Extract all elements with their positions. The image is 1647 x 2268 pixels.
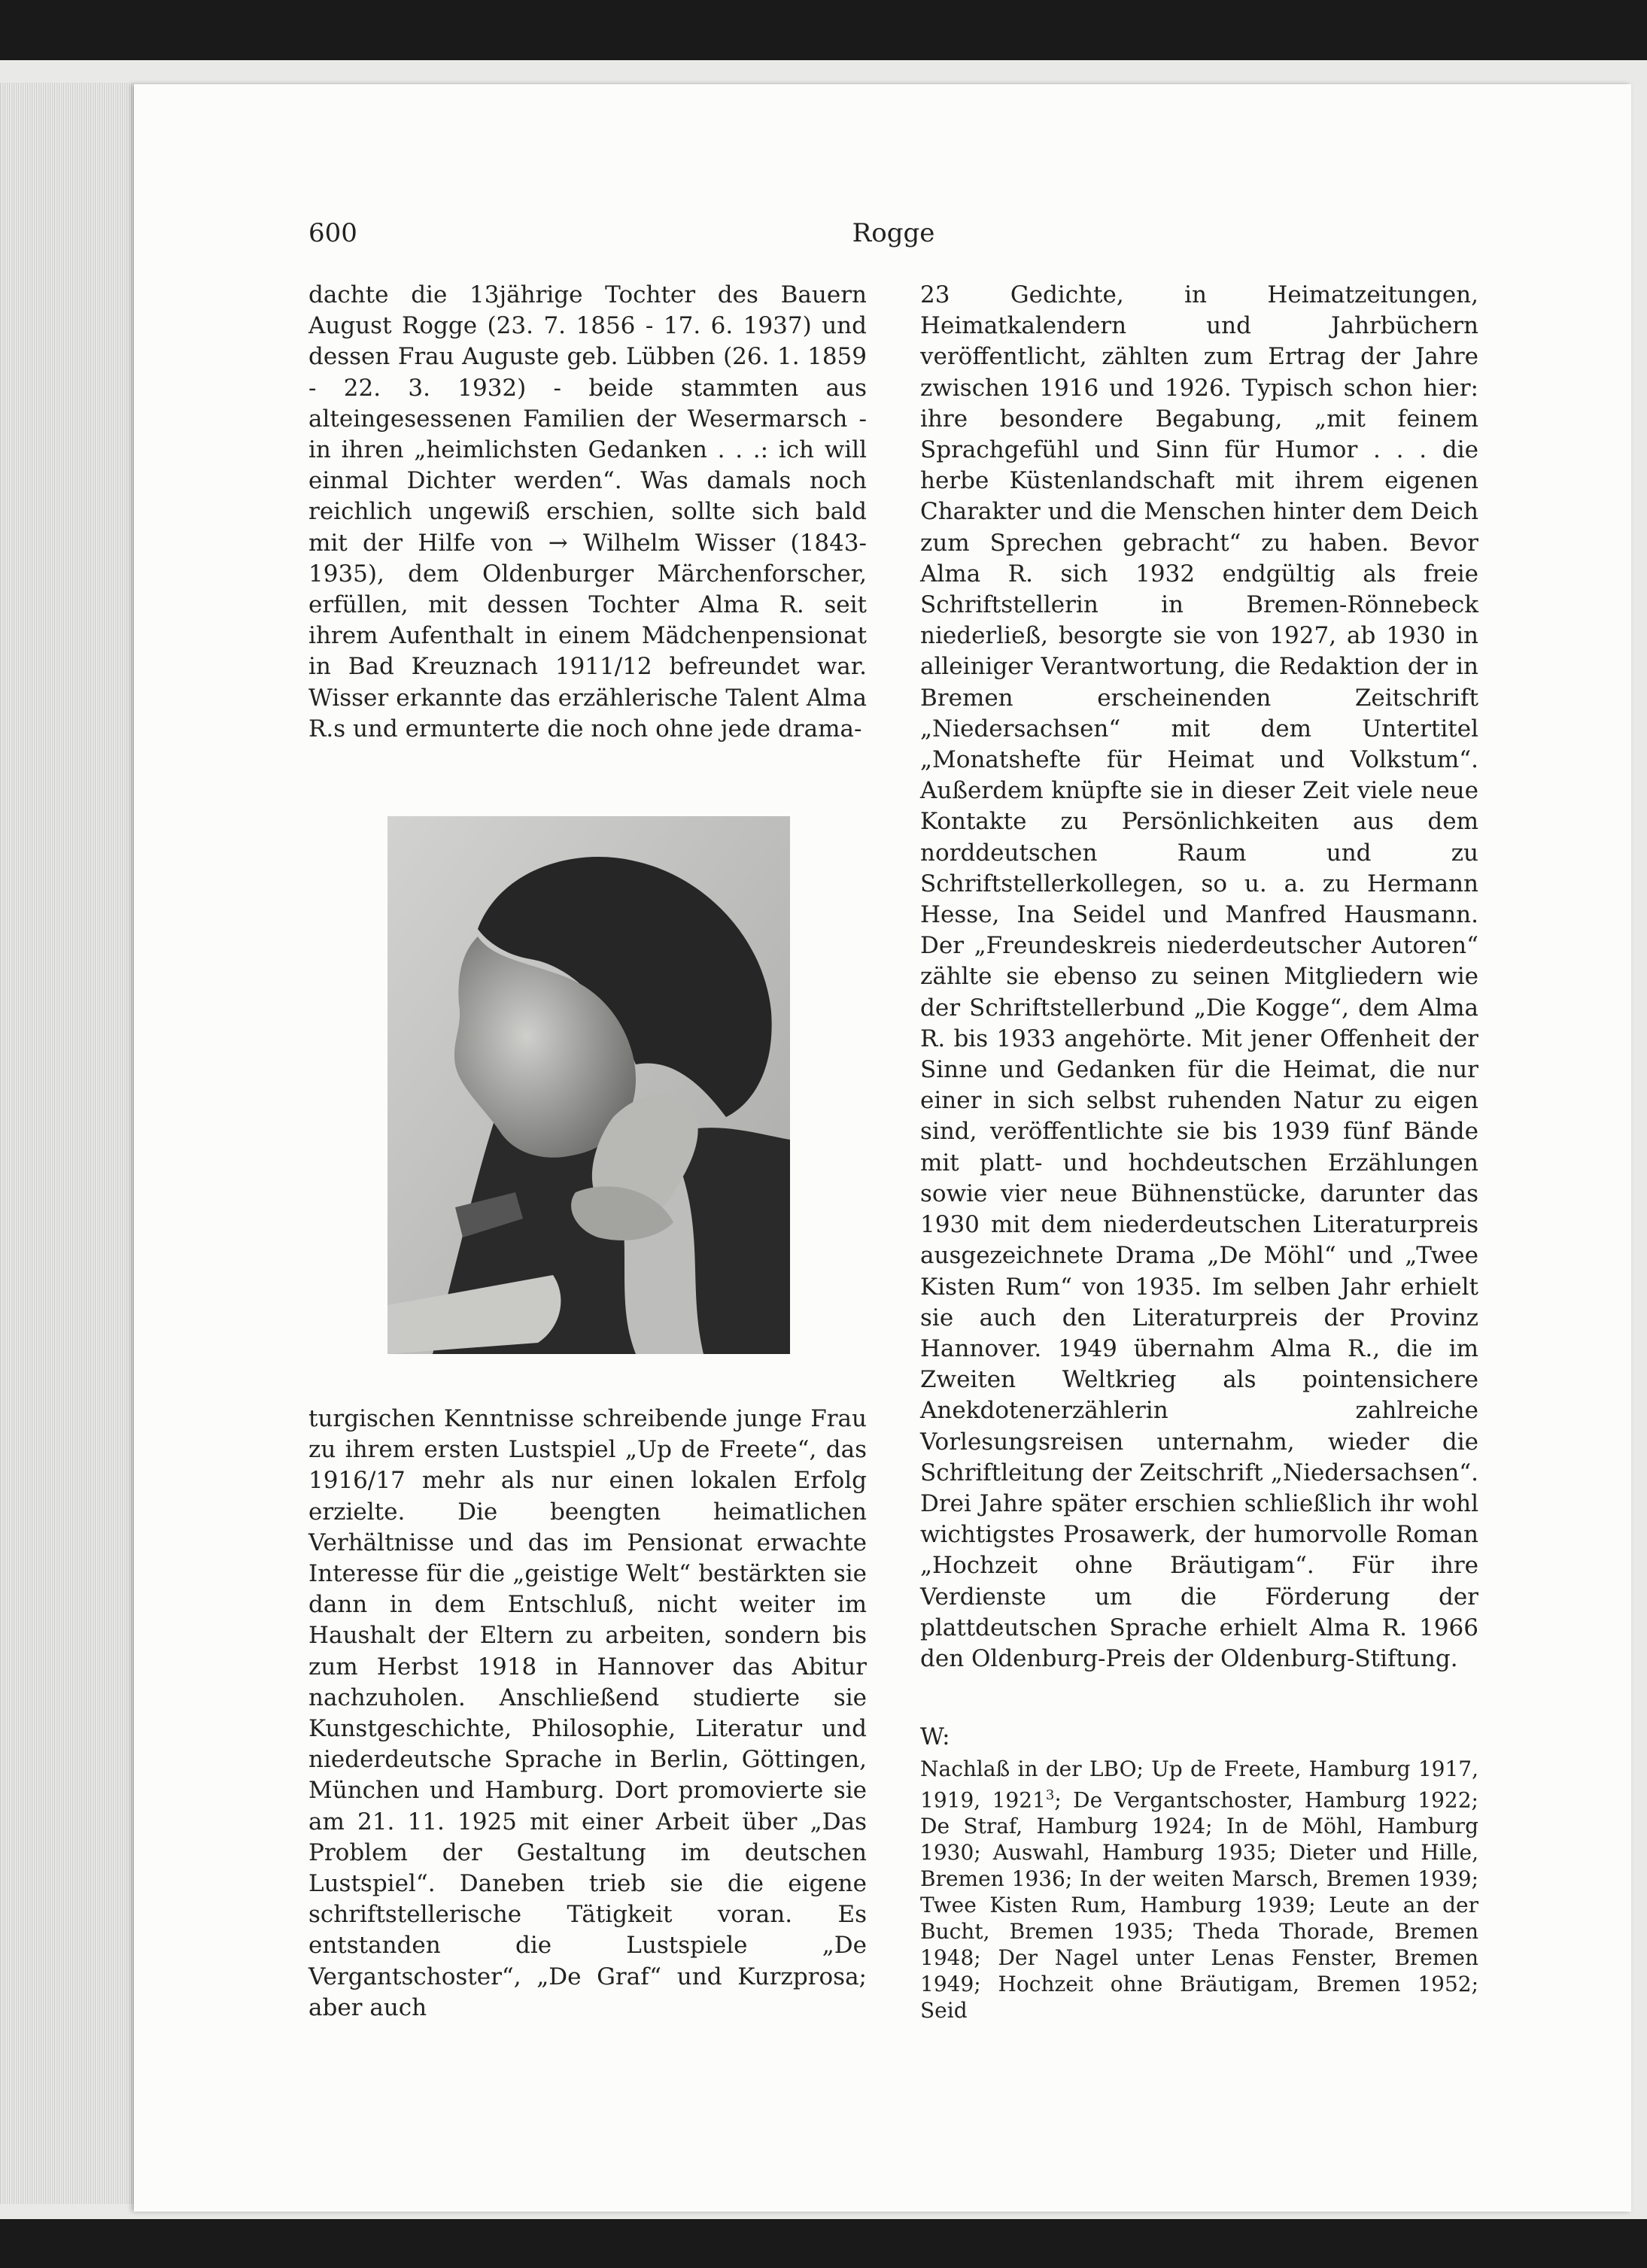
works-superscript: 3 (1045, 1787, 1055, 1803)
left-column-bottom-text: turgischen Kenntnisse schreibende junge Frau zu ihrem ersten Lustspiel „Up de Freete“, das 1916/17 mehr als nur einen lokalen Erfolg erzielte. Die beengten heimatlichen Verhältnisse und das im Pensionat erwachte Interesse für die „geistige Welt“ bestärkten sie dann in dem Entschluß, nicht weiter im Haushalt der Eltern zu arbeiten, sondern bis zum Herbst 1918 in Hannover das Abitur nachzuholen. Anschließend studierte sie Kunstgeschichte, Philosophie, Literatur und niederdeutsche Sprache in Berlin, Göttingen, München und Hamburg. Dort promovierte sie am 21. 11. 1925 mit einer Arbeit über „Das Problem der Gestaltung im deutschen Lustspiel“. Daneben trieb sie die eigene schriftstellerische Tätigkeit voran. Es entstanden die Lustspiele „De Vergantschoster“, „De Graf“ und Kurzprosa; aber auch (308, 1405, 867, 2021)
running-head: Rogge (852, 218, 935, 248)
left-column-top (308, 280, 867, 745)
page-number: 600 (308, 218, 357, 248)
page-header (308, 218, 1478, 251)
portrait-photo (387, 816, 790, 1354)
page-stack-edges (0, 83, 135, 2204)
right-column-text: 23 Gedichte, in Heimatzeitungen, Heimatkalendern und Jahrbüchern veröffentlicht, zählten zum Ertrag der Jahre zwischen 1916 und 1926. Typisch schon hier: ihre besondere Begabung, „mit feinem Sprachgefühl und Sinn für Humor . . . die herbe Küstenlandschaft mit ihrem eigenen Charakter und die Menschen hinter dem Deich zum Sprechen gebracht“ zu haben. Bevor Alma R. sich 1932 endgültig als freie Schriftstellerin in Bremen-Rönnebeck niederließ, besorgte sie von 1927, ab 1930 in alleiniger Verantwortung, die Redaktion der in Bremen erscheinenden Zeitschrift „Niedersachsen“ mit dem Untertitel „Monatshefte für Heimat und Volkstum“. Außerdem knüpfte sie in dieser Zeit viele neue Kontakte zu Persönlichkeiten aus dem norddeutschen Raum und zu Schriftstellerkollegen, so u. a. zu Hermann Hesse, Ina Seidel und Manfred Hausmann. Der „Freundeskreis niederdeutscher Autoren“ zählte sie ebenso zu seinen Mitgliedern wie der Schriftstellerbund „Die Kogge“, dem Alma R. bis 1933 angehörte. Mit jener Offenheit der Sinne und Gedanken für die Heimat, die nur einer in sich selbst ruhenden Natur zu eigen sind, veröffentlichte sie bis 1939 fünf Bände mit platt- und hochdeutschen Erzählungen sowie vier neue Bühnenstücke, darunter das 1930 mit dem niederdeutschen Literaturpreis ausgezeichnete Drama „De Möhl“ und „Twee Kisten Rum“ von 1935. Im selben Jahr erhielt sie auch den Literaturpreis der Provinz Hannover. 1949 übernahm Alma R., die im Zweiten Weltkrieg als pointensichere Anekdotenerzählerin zahlreiche Vorlesungsreisen unternahm, wieder die Schriftleitung der Zeitschrift „Niedersachsen“. Drei Jahre später erschien schließlich ihr wohl wichtigstes Prosawerk, der humorvolle Roman „Hochzeit ohne Bräutigam“. Für ihre Verdienste um die Förderung der plattdeutschen Sprache erhielt Alma R. 1966 den Oldenburg-Preis der Oldenburg-Stiftung. (920, 281, 1478, 1672)
right-column (920, 280, 1478, 1674)
works-text (920, 1756, 1478, 2024)
works-section (920, 1721, 1478, 2024)
works-text-part2: ; De Vergantschoster, Hamburg 1922; De Straf, Hamburg 1924; In de Möhl, Hamburg 1930; Auswahl, Hamburg 1935; Dieter und Hille, Bremen 1936; In der weiten Marsch, Bremen 1939; Twee Kisten Rum, Hamburg 1939; Leute an der Bucht, Bremen 1935; Theda Thorade, Bremen 1948; Der Nagel unter Lenas Fenster, Bremen 1949; Hochzeit ohne Bräutigam, Bremen 1952; Seid (920, 1787, 1478, 2024)
left-column-bottom (308, 1404, 867, 2024)
portrait-image (387, 816, 790, 1354)
works-label: W: (920, 1723, 950, 1750)
works-text-part1: Nachlaß in der LBO; Up de Freete, Hamburg 1917, 1919, 1921 (920, 1756, 1478, 1813)
left-column-top-text: dachte die 13jährige Tochter des Bauern August Rogge (23. 7. 1856 - 17. 6. 1937) und dessen Frau Auguste geb. Lübben (26. 1. 1859 - 22. 3. 1932) - beide stammten aus alteingesessenen Familien der Wesermarsch - in ihren „heimlichsten Gedanken . . .: ich will einmal Dichter werden“. Was damals noch reichlich ungewiß erschien, sollte sich bald mit der Hilfe von → Wilhelm Wisser (1843-1935), dem Oldenburger Märchenforscher, erfüllen, mit dessen Tochter Alma R. seit ihrem Aufenthalt in einem Mädchenpensionat in Bad Kreuznach 1911/12 befreundet war. Wisser erkannte das erzählerische Talent Alma R.s und ermunterte die noch ohne jede drama- (308, 281, 867, 742)
